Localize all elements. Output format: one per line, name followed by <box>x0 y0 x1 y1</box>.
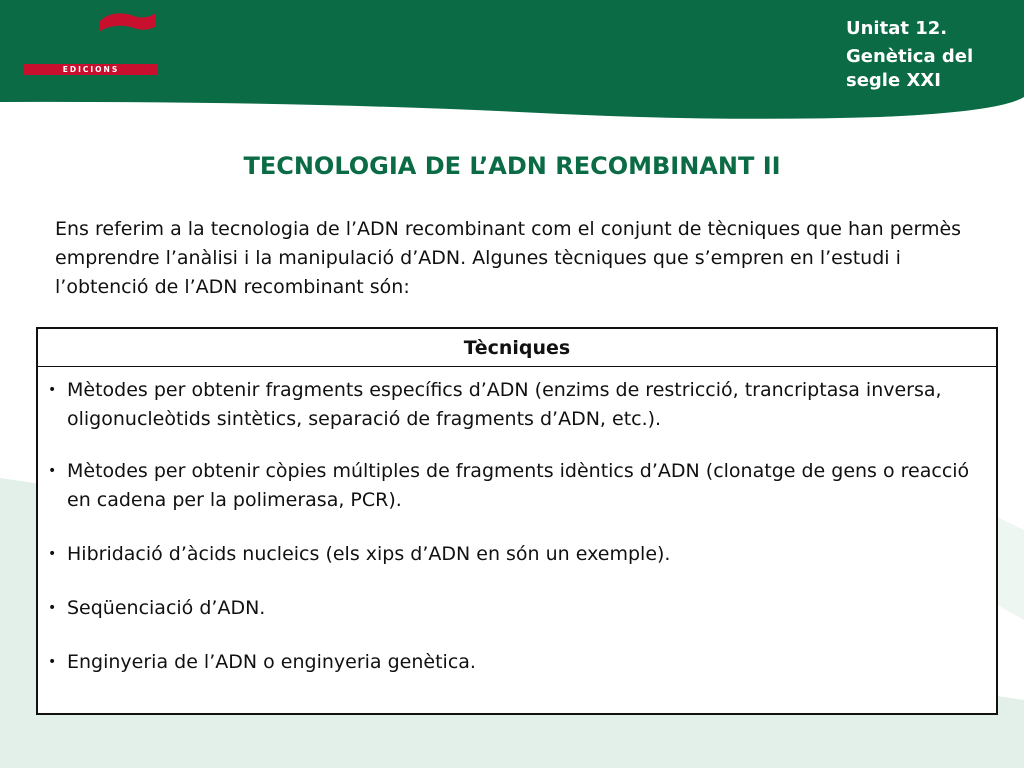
techniques-list <box>38 376 996 677</box>
unit-label <box>846 14 1021 93</box>
table-header: Tècniques <box>38 329 996 367</box>
list-item-text: Seqüenciació d’ADN. <box>67 597 266 619</box>
unit-title: Genètica del segle XXI <box>846 46 974 91</box>
castellnou-logo <box>22 10 162 80</box>
unit-number: Unitat 12. <box>846 18 948 39</box>
bullet-icon: • <box>48 654 57 670</box>
logo-wordmark: Castellnou <box>22 31 155 61</box>
list-item-text: Mètodes per obtenir còpies múltiples de fragments idèntics d’ADN (clonatge de gens o reacció en cadena per la polimerasa, PCR). <box>67 460 970 511</box>
list-item <box>38 594 996 623</box>
page-title: TECNOLOGIA DE L’ADN RECOMBINANT II <box>243 152 781 180</box>
intro-paragraph: Ens referim a la tecnologia de l’ADN recombinant com el conjunt de tècniques que han permès emprendre l’anàlisi i la manipulació d’ADN. Algunes tècniques que s’empren en l’estudi i l’obtenció de l’ADN recombinant són: <box>55 218 962 298</box>
bullet-icon: • <box>48 600 57 616</box>
list-item-text: Enginyeria de l’ADN o enginyeria genètica. <box>67 651 476 673</box>
list-item <box>38 457 996 515</box>
bullet-icon: • <box>48 463 57 479</box>
bullet-icon: • <box>48 546 57 562</box>
list-item-text: Mètodes per obtenir fragments específics d’ADN (enzims de restricció, trancriptasa inversa, oligonucleòtids sintètics, separació de fragments d’ADN, etc.). <box>67 379 942 430</box>
list-item <box>38 376 996 434</box>
list-item <box>38 540 996 569</box>
techniques-table <box>36 327 998 715</box>
logo-subtitle: EDICIONS <box>24 64 158 75</box>
bullet-icon: • <box>48 382 57 398</box>
list-item-text: Hibridació d’àcids nucleics (els xips d’ADN en són un exemple). <box>67 543 671 565</box>
list-item <box>38 648 996 677</box>
